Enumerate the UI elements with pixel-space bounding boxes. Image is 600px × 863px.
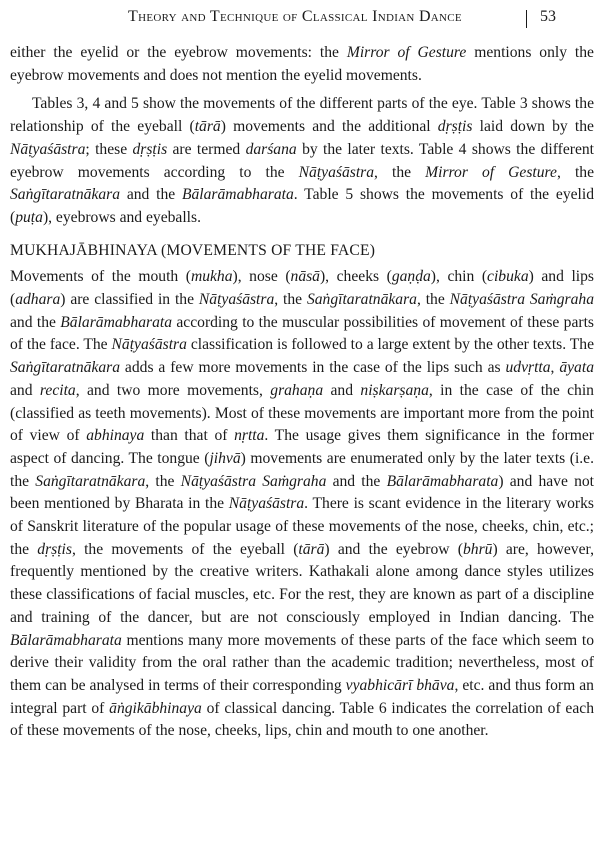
italic-term: Saṅgītaratnākara [10, 186, 121, 204]
italic-term: grahaṇa [270, 381, 324, 399]
text-run: ) are classified in the [60, 291, 199, 309]
italic-term: Bālarāmabharata [10, 631, 122, 649]
italic-term: dṛṣṭis [132, 140, 168, 158]
text-run: are termed [167, 140, 246, 158]
italic-term: āṅgikābhinaya [109, 699, 202, 717]
text-run: either the eyelid or the eyebrow movements: the [10, 44, 347, 61]
italic-term: adhara [15, 291, 61, 309]
text-run: by the later texts. Table 4 shows the different eyebrow movements according to the [10, 140, 594, 181]
italic-term: Bālarāmabharata [386, 472, 499, 490]
italic-term: Bālarāmabharata [60, 313, 173, 331]
paragraph-3 [10, 266, 594, 743]
text-run: laid down by the [472, 118, 594, 136]
text-run: mentions only the eyebrow movements and does not mention the eyelid movements. [10, 44, 594, 84]
text-run: and [10, 381, 40, 399]
page-number: 53 [540, 8, 556, 25]
text-run: and the [10, 313, 61, 331]
italic-term: puṭa [15, 208, 43, 226]
italic-term: nṛtta [234, 427, 265, 445]
italic-term: Nāṭyaśāstra [298, 163, 375, 181]
header-divider [526, 10, 527, 28]
text-run: ) and lips ( [10, 268, 594, 309]
italic-term: udvṛtta [505, 359, 551, 377]
text-run: ), cheeks ( [319, 268, 392, 286]
text-run: ) and the eyebrow ( [324, 540, 463, 558]
text-run: and the [120, 186, 182, 204]
italic-term: nāsā [290, 268, 320, 286]
italic-term: Nāṭyaśāstra [228, 495, 305, 513]
text-run: mentions many more movements of these parts of the face which seem to derive their validity from the oral rather than the academic tradition; nevertheless, most of them can be analysed in terms of their corresponding [10, 631, 594, 694]
text-run: , the [556, 163, 594, 181]
italic-term: Nāṭyaśāstra [111, 336, 187, 354]
text-run: than that of [144, 427, 235, 445]
italic-term: recita [39, 381, 76, 399]
paragraph-1 [10, 42, 594, 87]
text-run: according to the muscular possibilities of movement of these parts of the face. The [10, 313, 594, 354]
text-run: and [323, 381, 361, 399]
text-run: ) and have not been mentioned by Bharata in the [10, 472, 595, 513]
italic-term: gaṇḍa [391, 268, 431, 286]
text-run: , [550, 359, 560, 377]
italic-term: tārā [194, 118, 221, 136]
text-run: ) are, however, frequently mentioned by the creative writers. Kathakali alone among dance styles utilizes these classifications of facial muscles, etc. For the rest, they are known as part of a discipline and training of the dancer, but are not consciously employed in Indian dancing. The [10, 540, 594, 626]
italic-term: Saṅgītaratnākara [306, 291, 417, 309]
page-body [10, 42, 594, 743]
italic-term: dṛṣṭis [37, 540, 72, 558]
italic-term: Nāṭyaśāstra [10, 140, 86, 158]
page-header [0, 6, 600, 30]
text-run: ), nose ( [232, 268, 291, 286]
text-run: . Table 5 shows the movements of the eyelid ( [10, 186, 594, 226]
text-run: , and two more movements, [75, 381, 271, 399]
text-run: of classical dancing. Table 6 indicates the correlation of each of these movements of the nose, cheeks, lips, chin and mouth to one another. [10, 699, 594, 740]
text-run: . The usage gives them significance in the former aspect of dancing. The tongue ( [10, 427, 594, 467]
text-run: ), eyebrows and eyeballs. [42, 208, 201, 226]
text-run: , in the case of the chin (classified as teeth movements). Most of these movements are important more from the point of view of [10, 381, 594, 445]
text-run: ) movements and the additional [220, 118, 438, 136]
italic-term: mukha [190, 268, 233, 286]
italic-term: darśana [245, 140, 297, 158]
italic-term: cibuka [487, 268, 529, 286]
text-run: , the movements of the eyeball ( [71, 540, 299, 558]
italic-term: Mirror of Gesture [346, 44, 467, 61]
text-run: and the [326, 472, 387, 490]
text-run: , etc. and thus form an integral part of [10, 676, 594, 717]
italic-term: niṣkarṣaṇa [360, 381, 429, 399]
italic-term: jihvā [209, 449, 241, 467]
text-run: classification is followed to a large extent by the other texts. The [186, 336, 594, 354]
italic-term: Nāṭyaśāstra [198, 291, 275, 309]
italic-term: Nāṭyaśāstra Saṁgraha [180, 472, 327, 490]
italic-term: Saṅgītaratnākara [35, 472, 146, 490]
text-run: , the [145, 472, 181, 490]
italic-term: Mirror of Gesture [425, 163, 557, 181]
italic-term: Bālarāmabharata [181, 186, 294, 204]
text-run: ) movements are enumerated only by the later texts (i.e. the [10, 449, 594, 490]
italic-term: abhinaya [86, 427, 145, 445]
text-run: ; these [85, 140, 133, 158]
text-run: , the [274, 291, 307, 309]
paragraph-2 [10, 93, 594, 229]
text-run: adds a few more movements in the case of the lips such as [120, 359, 506, 377]
italic-term: dṛṣṭis [437, 118, 473, 136]
section-heading: MUKHAJĀBHINAYA (MOVEMENTS OF THE FACE) [10, 241, 376, 259]
text-run: Movements of the mouth ( [10, 268, 191, 286]
text-run: , the [374, 163, 426, 181]
text-run: Tables 3, 4 and 5 show the movements of the different parts of the eye. Table 3 shows the relationship of the eyeball ( [10, 95, 594, 136]
text-run: . There is scant evidence in the literary works of Sanskrit literature of the popular usage of these movements of the nose, cheeks, chin, etc.; the [10, 495, 594, 558]
italic-term: Nāṭyaśāstra Saṁgraha [449, 291, 594, 309]
running-title: Theory and Technique of Classical Indian Dance [128, 8, 462, 25]
italic-term: vyabhicārī bhāva [345, 676, 455, 694]
text-run: , the [416, 291, 450, 309]
italic-term: tārā [298, 540, 325, 558]
italic-term: Saṅgītaratnākara [10, 359, 121, 377]
italic-term: āyata [559, 359, 594, 377]
text-run: ), chin ( [430, 268, 488, 286]
italic-term: bhrū [462, 540, 493, 558]
